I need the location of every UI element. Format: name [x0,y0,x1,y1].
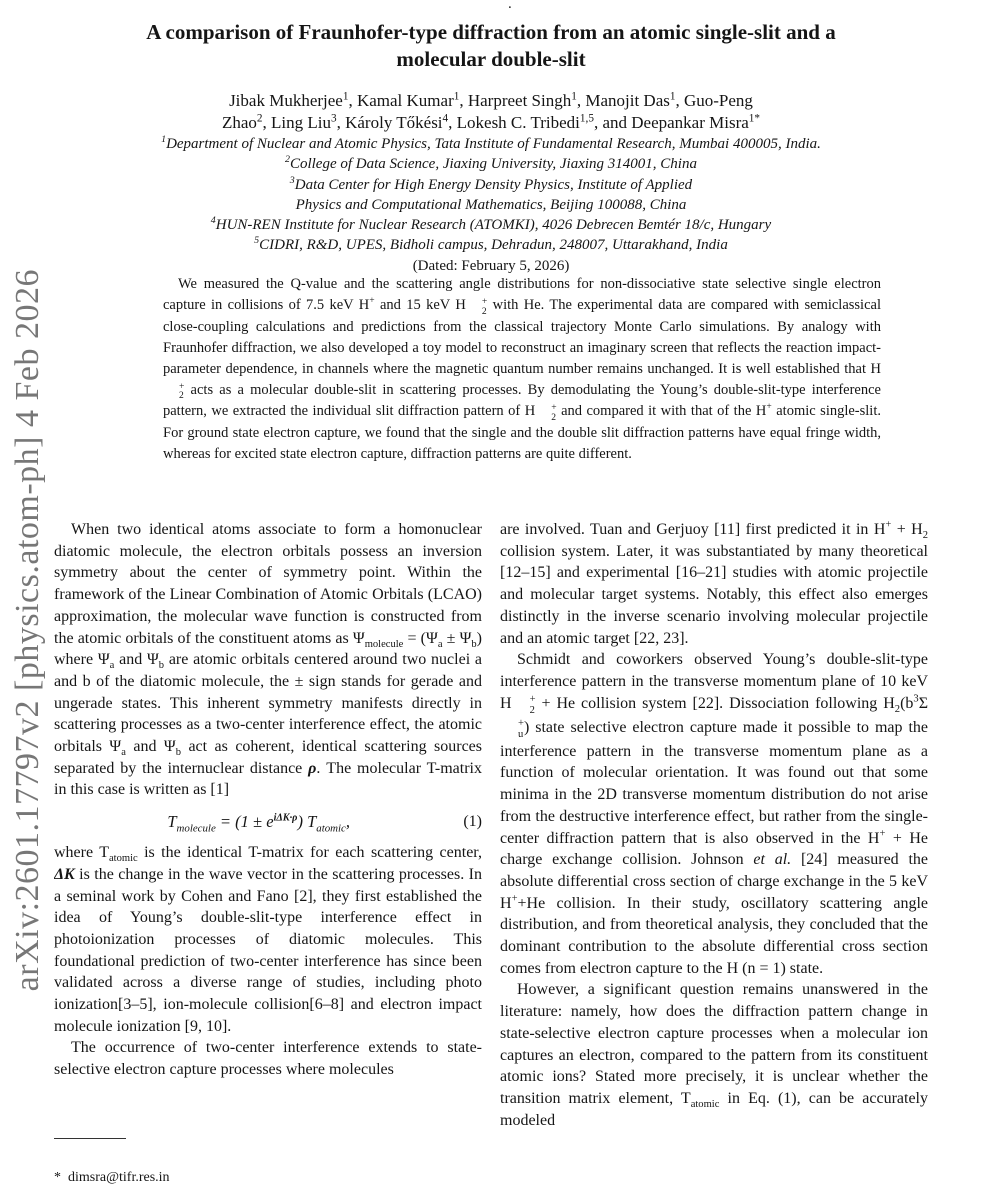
left-column [54,519,482,1200]
body-paragraph: The occurrence of two-center interference extends to state-selective electron capture processes where molecules [54,1039,482,1079]
affiliations [71,134,911,276]
arxiv-watermark-text: arXiv:2601.17797v2 [physics.atom-ph] 4 Feb 2026 [9,268,46,992]
equation-1 [54,812,482,835]
paper-title-line1: A comparison of Fraunhofer-type diffraction from an atomic single-slit and a [146,20,836,44]
header-dot: . [508,0,512,12]
footnote-text [54,1169,482,1187]
body-paragraph: However, a significant question remains unanswered in the literature: namely, how does the diffraction pattern change in state-selective electron capture processes when a molecular ion captures an electron, compared to the pattern from its constituent atomic ions? Stated more precisely, it is unclear whether the transition matrix element, $T_{atomic}$ in Eq. (1), can be accurately modeled [500,981,928,1129]
author-line: Zhao$^2$, Ling Liu$^3$, Károly Tőkési$^4$, Lokesh C. Tribedi$^{1,5}$, and Deepankar Misra$^{1*}$ [221,112,760,132]
paper-title [91,19,891,73]
body-paragraph: where $T_{atomic}$ is the identical T-matrix for each scattering center, ΔK is the change in the wave vector in the scattering processes. In a seminal work by Cohen and Fano [2], they first established the idea of Young’s double-slit-type interference effect in photoionization processes of diatomic molecules. This foundational prediction of two-center interference has since been validated across a diverse range of studies, including photo ionization[3–5], ion-molecule collision[6–8] and electron impact molecule ionization [9, 10]. [54,844,482,1035]
affiliation-line: $^1$Department of Nuclear and Atomic Physics, Tata Institute of Fundamental Research, Mumbai 400005, India. [161,134,821,152]
arxiv-watermark [2,170,54,1090]
equation-body: $T_{molecule} = (1 \pm e^{i\Delta K\cdot\rho})$ $T_{atomic}$, [167,812,350,835]
author-line: Jibak Mukherjee$^1$, Kamal Kumar$^1$, Harpreet Singh$^1$, Manojit Das$^1$, Guo-Peng [229,90,753,110]
equation-number: (1) [463,813,482,831]
body-paragraph: Schmidt and coworkers observed Young’s double-slit-type interference pattern in the transverse momentum plane of 10 keV H + 2 + He collision system [22]. Dissociation following $H_2(b^3\Sigma$ + u ) state selective electron capture made it possible to map the interference pattern in the transverse momentum plane as a function of molecular orientation. It was found out that some minima in the 2D transverse momentum distribution do not arise from the destructive interference effect, but rather from the single-center diffraction pattern that is also observed in the H+ + He charge exchange collision. Johnson et al. [24] measured the absolute differential cross section of charge exchange in the 5 keV H++He collision. In their study, oscillatory scattering angle distribution, and from theoretical analysis, they concluded that the dominant contribution to the absolute differential cross section comes from electron capture to the H (n = 1) state. [500,651,928,977]
affiliation-line: $^4$HUN-REN Institute for Nuclear Research (ATOMKI), 4026 Debrecen Bemtér 18/c, Hungary [210,215,772,234]
abstract [163,274,881,465]
affiliation-line: $^2$College of Data Science, Jiaxing University, Jiaxing 314001, China [285,154,697,173]
body-paragraph: are involved. Tuan and Gerjuoy [11] first predicted it in $H^+ + H_2$ collision system. Later, it was substantiated by many theoretical [12–15] and experimental [16–21] studies with atomic projectile and molecular target systems. Notably, this effect also emerges distinctly in the inverse scenario involving molecular projectile and an atomic target [22, 23]. [500,519,928,647]
dated-line: (Dated: February 5, 2026) [412,257,570,274]
footnote [54,1138,482,1187]
affiliation-line: $^5$CIDRI, R&D, UPES, Bidholi campus, Dehradun, 248007, Uttarakhand, India [254,235,728,254]
body-paragraph: When two identical atoms associate to form a homonuclear diatomic molecule, the electron orbitals possess an inversion symmetry about the center of symmetry point. Within the framework of the Linear Combination of Atomic Orbitals (LCAO) approximation, the molecular wave function is constructed from the atomic orbitals of the constituent atoms as $\Psi_{molecule} = (\Psi_a \pm \Psi_b)$ where $\Psi_a$ and $\Psi_b$ are atomic orbitals centered around two nuclei a and b of the diatomic molecule, the ± sign stands for gerade and ungerade states. This inherent symmetry manifests directly in scattering processes as a two-center interference effect, the atomic orbitals $\Psi_a$ and $\Psi_b$ act as coherent, identical scattering sources separated by the internuclear distance ρ. The molecular T-matrix in this case is written as [1] [54,521,482,799]
author-list [91,90,891,134]
abstract-text: We measured the Q-value and the scattering angle distributions for non-dissociative state selective single electron capture in collisions of 7.5 keV H+ and 15 keV H + 2 with He. The experimental data are compared with semiclassical close-coupling calculations and predictions from the classical trajectory Monte Carlo simulations. By analogy with Fraunhofer diffraction, we also developed a toy model to reconstruct an imaginary screen that reflects the reaction impact-parameter dependence, in channels where the magnetic quantum number remains unchanged. It is well established that H + 2 acts as a molecular double-slit in scattering processes. By demodulating the Young’s double-slit-type interference pattern, we extracted the individual slit diffraction pattern of H + 2 and compared it with that of the H+ atomic single-slit. For ground state electron capture, we found that the single and the double slit diffraction patterns have equal fringe width, whereas for excited state electron capture, diffraction patterns are quite different. [163,276,881,462]
footnote-marker: * [54,1170,61,1185]
footnote-email: dimsra@tifr.res.in [68,1170,170,1185]
footnote-rule [54,1138,126,1139]
affiliation-line: $^3$Data Center for High Energy Density Physics, Institute of Applied [289,174,693,193]
right-column [500,519,928,1200]
affiliation-line: Physics and Computational Mathematics, Beijing 100088, China [295,196,687,213]
paper-title-line2: molecular double-slit [396,47,586,71]
